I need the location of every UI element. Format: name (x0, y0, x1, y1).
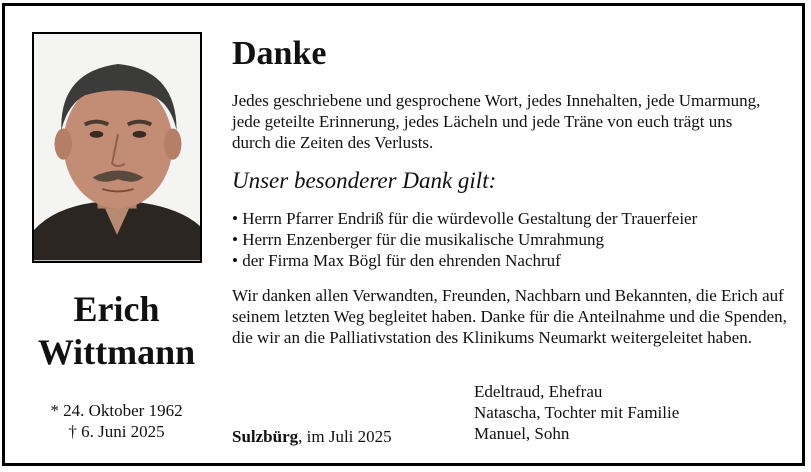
thanks-item: • der Firma Max Bögl für den ehrenden Nachruf (232, 250, 697, 271)
intro-paragraph: Jedes geschriebene und gesprochene Wort, jedes Innehalten, jede Umarmung, jede geteilte Erinnerung, jedes Lächeln und jede Träne von euch trägt uns durch die Zeiten des Verlusts. (232, 91, 761, 152)
thanks-item: • Herrn Pfarrer Endriß für die würdevolle Gestaltung der Trauerfeier (232, 208, 697, 229)
obituary-card (2, 3, 805, 466)
thanks-item: • Herrn Enzenberger für die musikalische Umrahmung (232, 229, 697, 250)
signer: Natascha, Tochter mit Familie (474, 403, 680, 422)
signer: Manuel, Sohn (474, 424, 570, 443)
death-date: † 6. Juni 2025 (68, 422, 165, 441)
portrait-photo (32, 32, 202, 263)
place-name: Sulzbürg (232, 427, 299, 446)
signer: Edeltraud, Ehefrau (474, 382, 603, 401)
deceased-last-name: Wittmann (37, 332, 196, 372)
place-date-line (232, 426, 392, 447)
birth-date: * 24. Oktober 1962 (50, 401, 183, 420)
portrait-image (34, 34, 200, 261)
closing-paragraph: Wir danken allen Verwandten, Freunden, Nachbarn und Bekannten, die Erich auf seinem letzten Weg begleitet haben. Danke für die Anteilnahme und die Spenden, die wir an die Palliativstation des Klinikums Neumarkt weitergeleitet haben. (232, 286, 787, 347)
notice-date: , im Juli 2025 (298, 427, 392, 446)
notice-heading: Danke (232, 35, 327, 72)
thanks-list (232, 208, 697, 271)
deceased-first-name: Erich (73, 289, 160, 329)
signers-list (474, 381, 679, 444)
thanks-heading: Unser besonderer Dank gilt: (232, 168, 497, 193)
